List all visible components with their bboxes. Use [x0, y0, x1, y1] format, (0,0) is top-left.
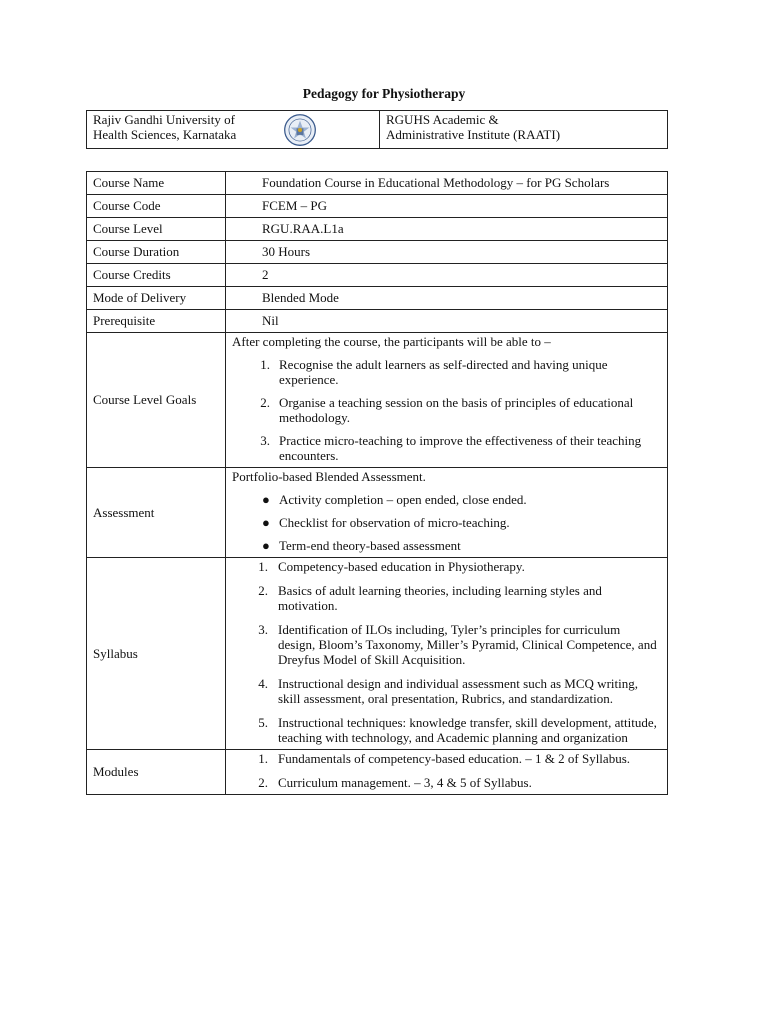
- syllabus-text: Identification of ILOs including, Tyler’s principles for curriculum design, Bloom’s Taxonomy, Miller’s Pyramid, Clinical Competence, and Dreyfus Model of Skill Acquisition.: [278, 622, 657, 667]
- list-item: [232, 515, 659, 530]
- table-row: [87, 172, 668, 195]
- delivery-mode-label: Mode of Delivery: [87, 287, 226, 310]
- list-item: 2. Organise a teaching session on the basis of principles of educational methodology.: [260, 395, 634, 425]
- list-item: 5. Instructional techniques: knowledge transfer, skill development, attitude, teaching with technology, and Academic planning and organization: [258, 715, 657, 745]
- institute-name-line2: Administrative Institute (RAATI): [386, 127, 561, 142]
- university-name: [93, 112, 236, 142]
- list-item: 1. Competency-based education in Physiotherapy.: [258, 559, 525, 574]
- institution-header-table: [86, 110, 668, 149]
- course-name-value: Foundation Course in Educational Methodology – for PG Scholars: [226, 172, 668, 195]
- table-row: [87, 218, 668, 241]
- goal-text: Recognise the adult learners as self-directed and having unique experience.: [279, 357, 608, 387]
- assessment-text: Term-end theory-based assessment: [279, 538, 461, 553]
- course-code-label: Course Code: [87, 195, 226, 218]
- goal-text: Practice micro-teaching to improve the effectiveness of their teaching encounters.: [279, 433, 642, 463]
- list-item: 3. Practice micro-teaching to improve the effectiveness of their teaching encounters.: [260, 433, 642, 463]
- assessment-intro: Portfolio-based Blended Assessment.: [232, 469, 426, 484]
- assessment-label: Assessment: [87, 468, 226, 558]
- bullet-icon: ●: [262, 515, 270, 530]
- goals-list: [232, 357, 659, 463]
- table-row: [87, 241, 668, 264]
- syllabus-content: [226, 558, 668, 750]
- syllabus-text: Instructional design and individual assessment such as MCQ writing, skill assessment, oral presentation, Rubrics, and standardization.: [278, 676, 638, 706]
- course-credits-value: 2: [226, 264, 668, 287]
- modules-label: Modules: [87, 750, 226, 795]
- course-name-label: Course Name: [87, 172, 226, 195]
- list-item: 4. Instructional design and individual assessment such as MCQ writing, skill assessment, oral presentation, Rubrics, and standardization.: [258, 676, 638, 706]
- modules-list: [232, 751, 659, 790]
- prerequisite-value: Nil: [226, 310, 668, 333]
- course-credits-label: Course Credits: [87, 264, 226, 287]
- module-text: Curriculum management. – 3, 4 & 5 of Syllabus.: [278, 775, 532, 790]
- document-title: Pedagogy for Physiotherapy: [302, 86, 466, 101]
- course-level-label: Course Level: [87, 218, 226, 241]
- syllabus-list: [232, 559, 659, 745]
- table-row: [87, 558, 668, 750]
- institute-name-line1: RGUHS Academic &: [386, 112, 499, 127]
- course-code-value: FCEM – PG: [226, 195, 668, 218]
- table-row: [87, 333, 668, 468]
- list-item: 2. Basics of adult learning theories, including learning styles and motivation.: [258, 583, 602, 613]
- university-seal-icon: [283, 113, 317, 147]
- assessment-content: [226, 468, 668, 558]
- delivery-mode-value: Blended Mode: [226, 287, 668, 310]
- list-item: 3. Identification of ILOs including, Tyler’s principles for curriculum design, Bloom’s Taxonomy, Miller’s Pyramid, Clinical Competence, and Dreyfus Model of Skill Acquisition.: [258, 622, 657, 667]
- university-name-line2: Health Sciences, Karnataka: [93, 127, 237, 142]
- list-item: 1. Fundamentals of competency-based education. – 1 & 2 of Syllabus.: [258, 751, 631, 766]
- table-row: [87, 287, 668, 310]
- goals-label: Course Level Goals: [87, 333, 226, 468]
- goal-text: Organise a teaching session on the basis of principles of educational methodology.: [279, 395, 634, 425]
- institute-cell: [380, 111, 668, 149]
- list-item: 2. Curriculum management. – 3, 4 & 5 of Syllabus.: [258, 775, 532, 790]
- table-row: [87, 195, 668, 218]
- table-row: [87, 310, 668, 333]
- prerequisite-label: Prerequisite: [87, 310, 226, 333]
- table-row: [87, 264, 668, 287]
- modules-content: [226, 750, 668, 795]
- list-item: [232, 492, 659, 507]
- bullet-icon: ●: [262, 492, 270, 507]
- assessment-list: [232, 492, 659, 553]
- table-row: [87, 468, 668, 558]
- syllabus-text: Competency-based education in Physiotherapy.: [278, 559, 525, 574]
- table-row: [87, 750, 668, 795]
- course-duration-label: Course Duration: [87, 241, 226, 264]
- assessment-text: Checklist for observation of micro-teaching.: [279, 515, 510, 530]
- goals-intro: After completing the course, the participants will be able to –: [232, 334, 551, 349]
- university-name-line1: Rajiv Gandhi University of: [93, 112, 235, 127]
- list-item: [232, 538, 659, 553]
- course-details-table: [86, 171, 668, 795]
- assessment-text: Activity completion – open ended, close ended.: [279, 492, 527, 507]
- bullet-icon: ●: [262, 538, 270, 553]
- university-cell: [87, 111, 380, 149]
- course-duration-value: 30 Hours: [226, 241, 668, 264]
- module-text: Fundamentals of competency-based education. – 1 & 2 of Syllabus.: [278, 751, 631, 766]
- syllabus-text: Instructional techniques: knowledge transfer, skill development, attitude, teaching with technology, and Academic planning and organization: [278, 715, 657, 745]
- syllabus-label: Syllabus: [87, 558, 226, 750]
- list-item: 1. Recognise the adult learners as self-directed and having unique experience.: [260, 357, 608, 387]
- course-level-value: RGU.RAA.L1a: [226, 218, 668, 241]
- syllabus-text: Basics of adult learning theories, including learning styles and motivation.: [278, 583, 602, 613]
- goals-content: [226, 333, 668, 468]
